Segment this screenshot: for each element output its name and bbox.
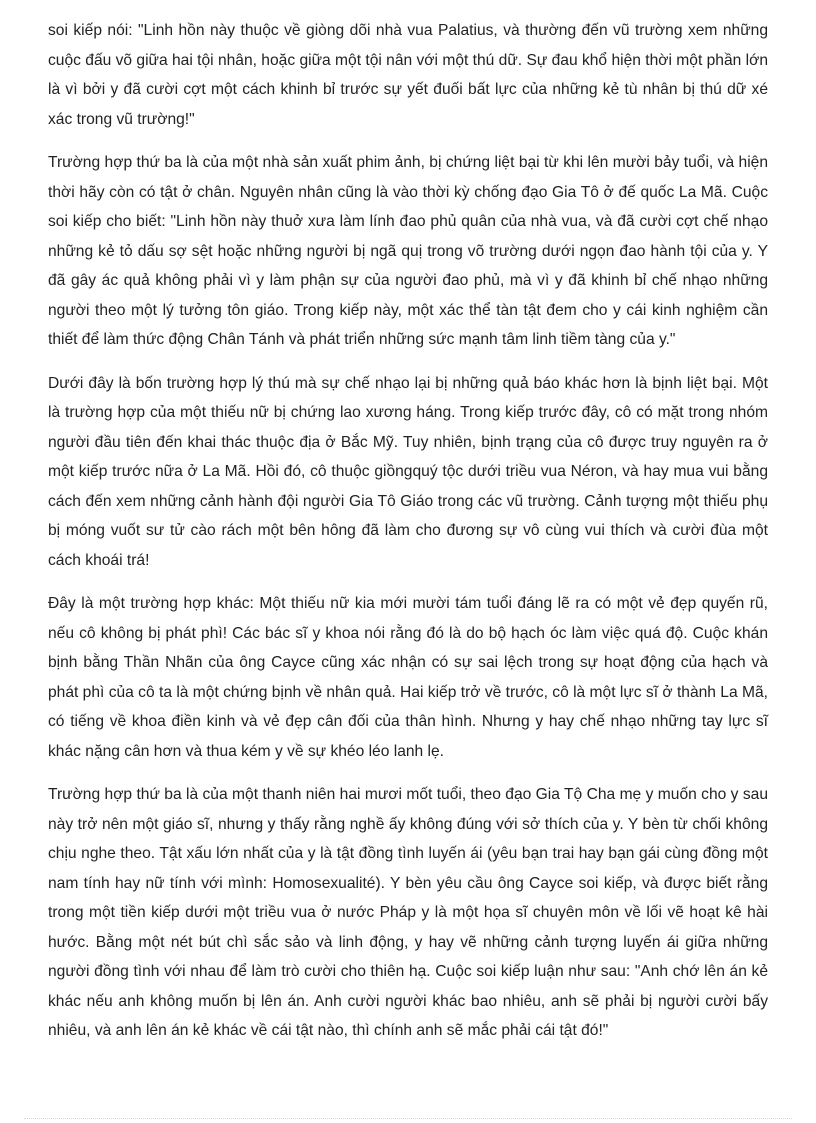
page-bottom-divider	[24, 1118, 792, 1119]
paragraph-2: Trường hợp thứ ba là của một nhà sản xuất phim ảnh, bị chứng liệt bại từ khi lên mười bảy tuổi, và hiện thời hãy còn có tật ở chân. Nguyên nhân cũng là vào thời kỳ chống đạo Gia Tô ở đế quốc La Mã. Cuộc soi kiếp cho biết: "Linh hồn này thuở xưa làm lính đao phủ quân của nhà vua, và đã cười cợt chế nhạo những kẻ tỏ dấu sợ sệt hoặc những người bị ngã quị trong võ trường dưới ngọn đao hành tội của y. Y đã gây ác quả không phải vì y làm phận sự của người đao phủ, mà vì y đã khinh bỉ chế nhạo những người theo một lý tưởng tôn giáo. Trong kiếp này, một xác thể tàn tật đem cho y cái kinh nghiệm cần thiết để làm thức động Chân Tánh và phát triển những sức mạnh tâm linh tiềm tàng của y."	[48, 154, 768, 348]
paragraph-1: soi kiếp nói: "Linh hồn này thuộc về giòng dõi nhà vua Palatius, và thường đến vũ trường xem những cuộc đấu võ giữa hai tội nhân, hoặc giữa một tội nân với một thú dữ. Sự đau khổ hiện thời một phần lớn là vì bởi y đã cười cợt một cách khinh bỉ trước sự yết đuối bất lực của những kẻ tù nhân bị thú dữ xé xác trong vũ trường!"	[48, 22, 768, 128]
paragraph-4: Đây là một trường hợp khác: Một thiếu nữ kia mới mười tám tuổi đáng lẽ ra có một vẻ đẹp quyến rũ, nếu cô không bị phát phì! Các bác sĩ y khoa nói rằng đó là do bộ hạch óc làm việc quá độ. Cuộc khán bịnh bằng Thần Nhãn của ông Cayce cũng xác nhận có sự sai lệch trong sự hoạt động của hạch và phát phì của cô ta là một chứng bịnh về nhân quả. Hai kiếp trở về trước, cô là một lực sĩ ở thành La Mã, có tiếng về khoa điền kinh và vẻ đẹp cân đối của thân hình. Nhưng y hay chế nhạo những tay lực sĩ khác nặng cân hơn và thua kém y về sự khéo léo lanh lẹ.	[48, 595, 768, 760]
document-body	[48, 16, 768, 1060]
paragraph-5: Trường hợp thứ ba là của một thanh niên hai mươi mốt tuổi, theo đạo Gia Tộ Cha mẹ y muốn cho y sau này trở nên một giáo sĩ, nhưng y thấy rằng nghề ấy không đúng với sở thích của y. Y bèn từ chối không chịu nghe theo. Tật xấu lớn nhất của y là tật đồng tình luyến ái (yêu bạn trai hay bạn gái cùng đồng một nam tính hay nữ tính với mình: Homosexualité). Y bèn yêu cầu ông Cayce soi kiếp, và được biết rằng trong một tiền kiếp dưới một triều vua ở nước Pháp y là một họa sĩ chuyên môn về lối vẽ hoạt kê hài hước. Bằng một nét bút chì sắc sảo và linh động, y hay vẽ những cảnh tượng luyến ái giữa những người đồng tình với nhau để làm trò cười cho thiên hạ. Cuộc soi kiếp luận như sau: "Anh chớ lên án kẻ khác nếu anh không muốn bị lên án. Anh cười người khác bao nhiêu, anh sẽ phải bị người cười bấy nhiêu, và anh lên án kẻ khác về cái tật nào, thì chính anh sẽ mắc phải cái tật đó!"	[48, 786, 768, 1039]
paragraph-3: Dưới đây là bốn trường hợp lý thú mà sự chế nhạo lại bị những quả báo khác hơn là bịnh liệt bại. Một là trường hợp của một thiếu nữ bị chứng lao xương háng. Trong kiếp trước đây, cô có mặt trong nhóm người đầu tiên đến khai thác thuộc địa ở Bắc Mỹ. Tuy nhiên, bịnh trạng của cô được truy nguyên ra ở một kiếp trước nữa ở La Mã. Hồi đó, cô thuộc giồngquý tộc dưới triều vua Néron, và hay mua vui bằng cách đến xem những cảnh hành đội người Gia Tô Giáo trong các vũ trường. Cảnh tượng một thiếu phụ bị móng vuốt sư tử cào rách một bên hông đã làm cho đương sự vô cùng vui thích và cười đùa một cách khoái trá!	[48, 374, 768, 569]
